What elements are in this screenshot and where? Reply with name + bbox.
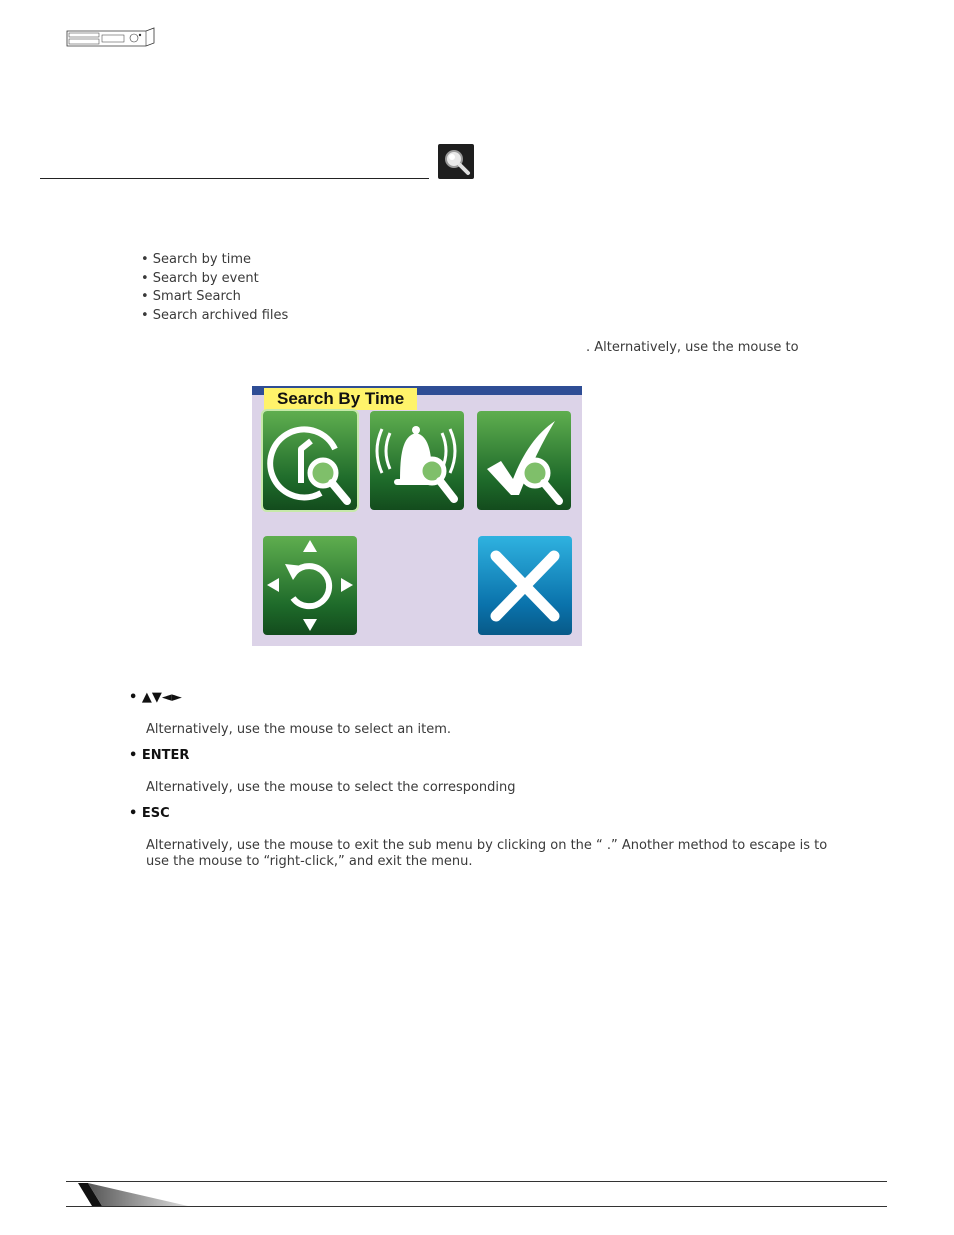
check-search-icon [477, 411, 571, 510]
search-by-time-button[interactable] [263, 411, 357, 510]
clock-search-icon [263, 411, 357, 510]
intro-fragment: . Alternatively, use the mouse to [586, 340, 799, 355]
list-item: • Smart Search [141, 289, 241, 304]
esc-key-label: • ESC [129, 806, 170, 821]
section-divider [40, 178, 429, 179]
list-item: • Search archived files [141, 308, 289, 323]
footer-rule-top [66, 1181, 887, 1182]
enter-key-label: • ENTER [129, 748, 190, 763]
alarm-bell-search-icon [370, 411, 464, 510]
menu-title: Search By Time [264, 388, 417, 410]
footer-rule-bottom [66, 1206, 887, 1207]
dvr-device-icon [66, 27, 156, 47]
exit-menu-button[interactable] [478, 536, 572, 635]
search-menu-icon [438, 144, 474, 179]
list-item: • Search by event [141, 271, 259, 286]
enter-key-note: Alternatively, use the mouse to select the corresponding [146, 780, 516, 795]
search-archived-files-button[interactable] [263, 536, 357, 635]
close-x-icon [478, 536, 572, 635]
smart-search-button[interactable] [477, 411, 571, 510]
arrow-keys-note: Alternatively, use the mouse to select an item. [146, 722, 452, 737]
search-menu-screenshot [252, 386, 582, 646]
esc-key-note-line2: use the mouse to “right-click,” and exit the menu. [146, 854, 473, 869]
navigate-arrows-icon [263, 536, 357, 635]
esc-key-note-line1: Alternatively, use the mouse to exit the sub menu by clicking on the “ .” Another method to escape is to [146, 838, 828, 853]
list-item: • Search by time [141, 252, 252, 267]
arrow-keys-label: • ▲▼◄► [129, 690, 182, 705]
search-by-event-button[interactable] [370, 411, 464, 510]
footer-wedge-graphic [78, 1182, 188, 1207]
